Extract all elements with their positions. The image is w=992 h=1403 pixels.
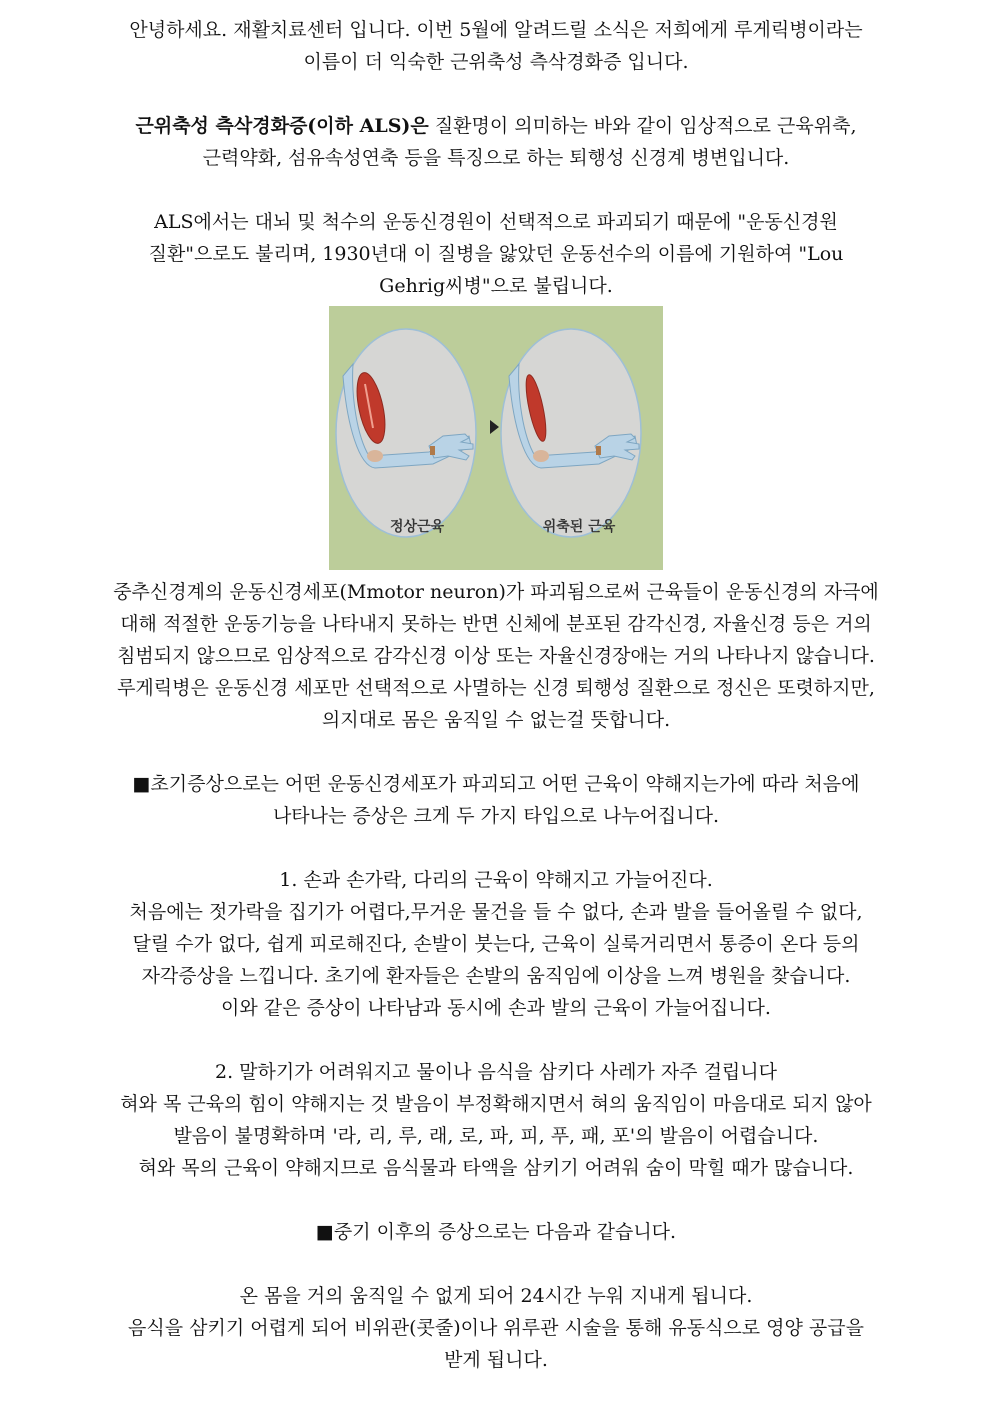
- text-line: 이름이 더 익숙한 근위축성 측삭경화증 입니다.: [303, 51, 689, 73]
- early-symptoms-paragraph: [70, 768, 922, 832]
- mid-heading-paragraph: [70, 1216, 922, 1248]
- type2-paragraph: [70, 1056, 922, 1184]
- text-line: 음식을 삼키기 어렵게 되어 비위관(콧줄)이나 위루관 시술을 통해 유동식으로 영양 공급을: [128, 1317, 864, 1339]
- text-line: 혀와 목의 근육이 약해지므로 음식물과 타액을 삼키기 어려워 숨이 막힐 때가 많습니다.: [138, 1157, 854, 1179]
- type1-paragraph: [70, 864, 922, 1024]
- bold-term: 근위축성 측삭경화증(이하 ALS)은: [135, 115, 429, 137]
- intro-paragraph: [70, 14, 922, 78]
- text-line: 근력약화, 섬유속성연축 등을 특징으로 하는 퇴행성 신경계 병변입니다.: [202, 147, 790, 169]
- text-line: 대해 적절한 운동기능을 나타내지 못하는 반면 신체에 분포된 감각신경, 자율신경 등은 거의: [120, 613, 872, 635]
- text-line: [70, 110, 922, 142]
- text-line: 자각증상을 느낍니다. 초기에 환자들은 손발의 움직임에 이상을 느껴 병원을 찾습니다.: [141, 965, 851, 987]
- normal-muscle-caption: 정상근육: [389, 519, 445, 535]
- section-heading: ■중기 이후의 증상으로는 다음과 같습니다.: [315, 1221, 677, 1243]
- text-line: 침범되지 않으므로 임상적으로 감각신경 이상 또는 자율신경장애는 거의 나타나지 않습니다.: [117, 645, 875, 667]
- muscle-atrophy-illustration: [329, 306, 663, 570]
- mechanism-paragraph: [70, 576, 922, 736]
- als-name-paragraph: [70, 206, 922, 302]
- text-line: 1. 손과 손가락, 다리의 근육이 약해지고 가늘어진다.: [279, 869, 713, 891]
- text-line: 2. 말하기가 어려워지고 물이나 음식을 삼키다 사레가 자주 걸립니다: [214, 1061, 777, 1083]
- text-line: 달릴 수가 없다, 쉽게 피로해진다, 손발이 붓는다, 근육이 실룩거리면서 통증이 온다 등의: [132, 933, 860, 955]
- text-line: 처음에는 젓가락을 집기가 어렵다,무거운 물건을 들 수 없다, 손과 발을 들어올릴 수 없다,: [129, 901, 863, 923]
- text-line: 중추신경계의 운동신경세포(Mmotor neuron)가 파괴됨으로써 근육들이 운동신경의 자극에: [113, 581, 879, 603]
- text-line: 온 몸을 거의 움직일 수 없게 되어 24시간 누워 지내게 됩니다.: [239, 1285, 753, 1307]
- figure-wrapper: [70, 306, 922, 570]
- text-line: 발음이 불명확하며 '라, 리, 루, 래, 로, 파, 피, 푸, 패, 포'의 발음이 어렵습니다.: [173, 1125, 819, 1147]
- text-line: ■초기증상으로는 어떤 운동신경세포가 파괴되고 어떤 근육이 약해지는가에 따라 처음에: [132, 773, 860, 795]
- text-span: 질환명이 의미하는 바와 같이 임상적으로 근육위축,: [428, 115, 857, 137]
- text-line: 혀와 목 근육의 힘이 약해지는 것 발음이 부정확해지면서 혀의 움직임이 마음대로 되지 않아: [120, 1093, 872, 1115]
- text-line: 받게 됩니다.: [444, 1349, 548, 1371]
- text-line: 이와 같은 증상이 나타남과 동시에 손과 발의 근육이 가늘어집니다.: [221, 997, 771, 1019]
- text-line: 루게릭병은 운동신경 세포만 선택적으로 사멸하는 신경 퇴행성 질환으로 정신은 또렷하지만,: [117, 677, 875, 699]
- text-line: 질환"으로도 불리며, 1930년대 이 질병을 앓았던 운동선수의 이름에 기원하여 "Lou: [148, 243, 844, 265]
- text-line: ALS에서는 대뇌 및 척수의 운동신경원이 선택적으로 파괴되기 때문에 "운동신경원: [154, 211, 838, 233]
- text-line: 안녕하세요. 재활치료센터 입니다. 이번 5월에 알려드릴 소식은 저희에게 루게릭병이라는: [129, 19, 863, 41]
- mid-symptoms-paragraph: [70, 1280, 922, 1376]
- atrophied-muscle-caption: 위축된 근육: [542, 519, 616, 535]
- text-line: 의지대로 몸은 움직일 수 없는걸 뜻합니다.: [321, 709, 671, 731]
- text-line: 나타나는 증상은 크게 두 가지 타입으로 나누어집니다.: [272, 805, 720, 827]
- text-line: Gehrig씨병"으로 불립니다.: [379, 275, 613, 297]
- definition-paragraph: [70, 110, 922, 174]
